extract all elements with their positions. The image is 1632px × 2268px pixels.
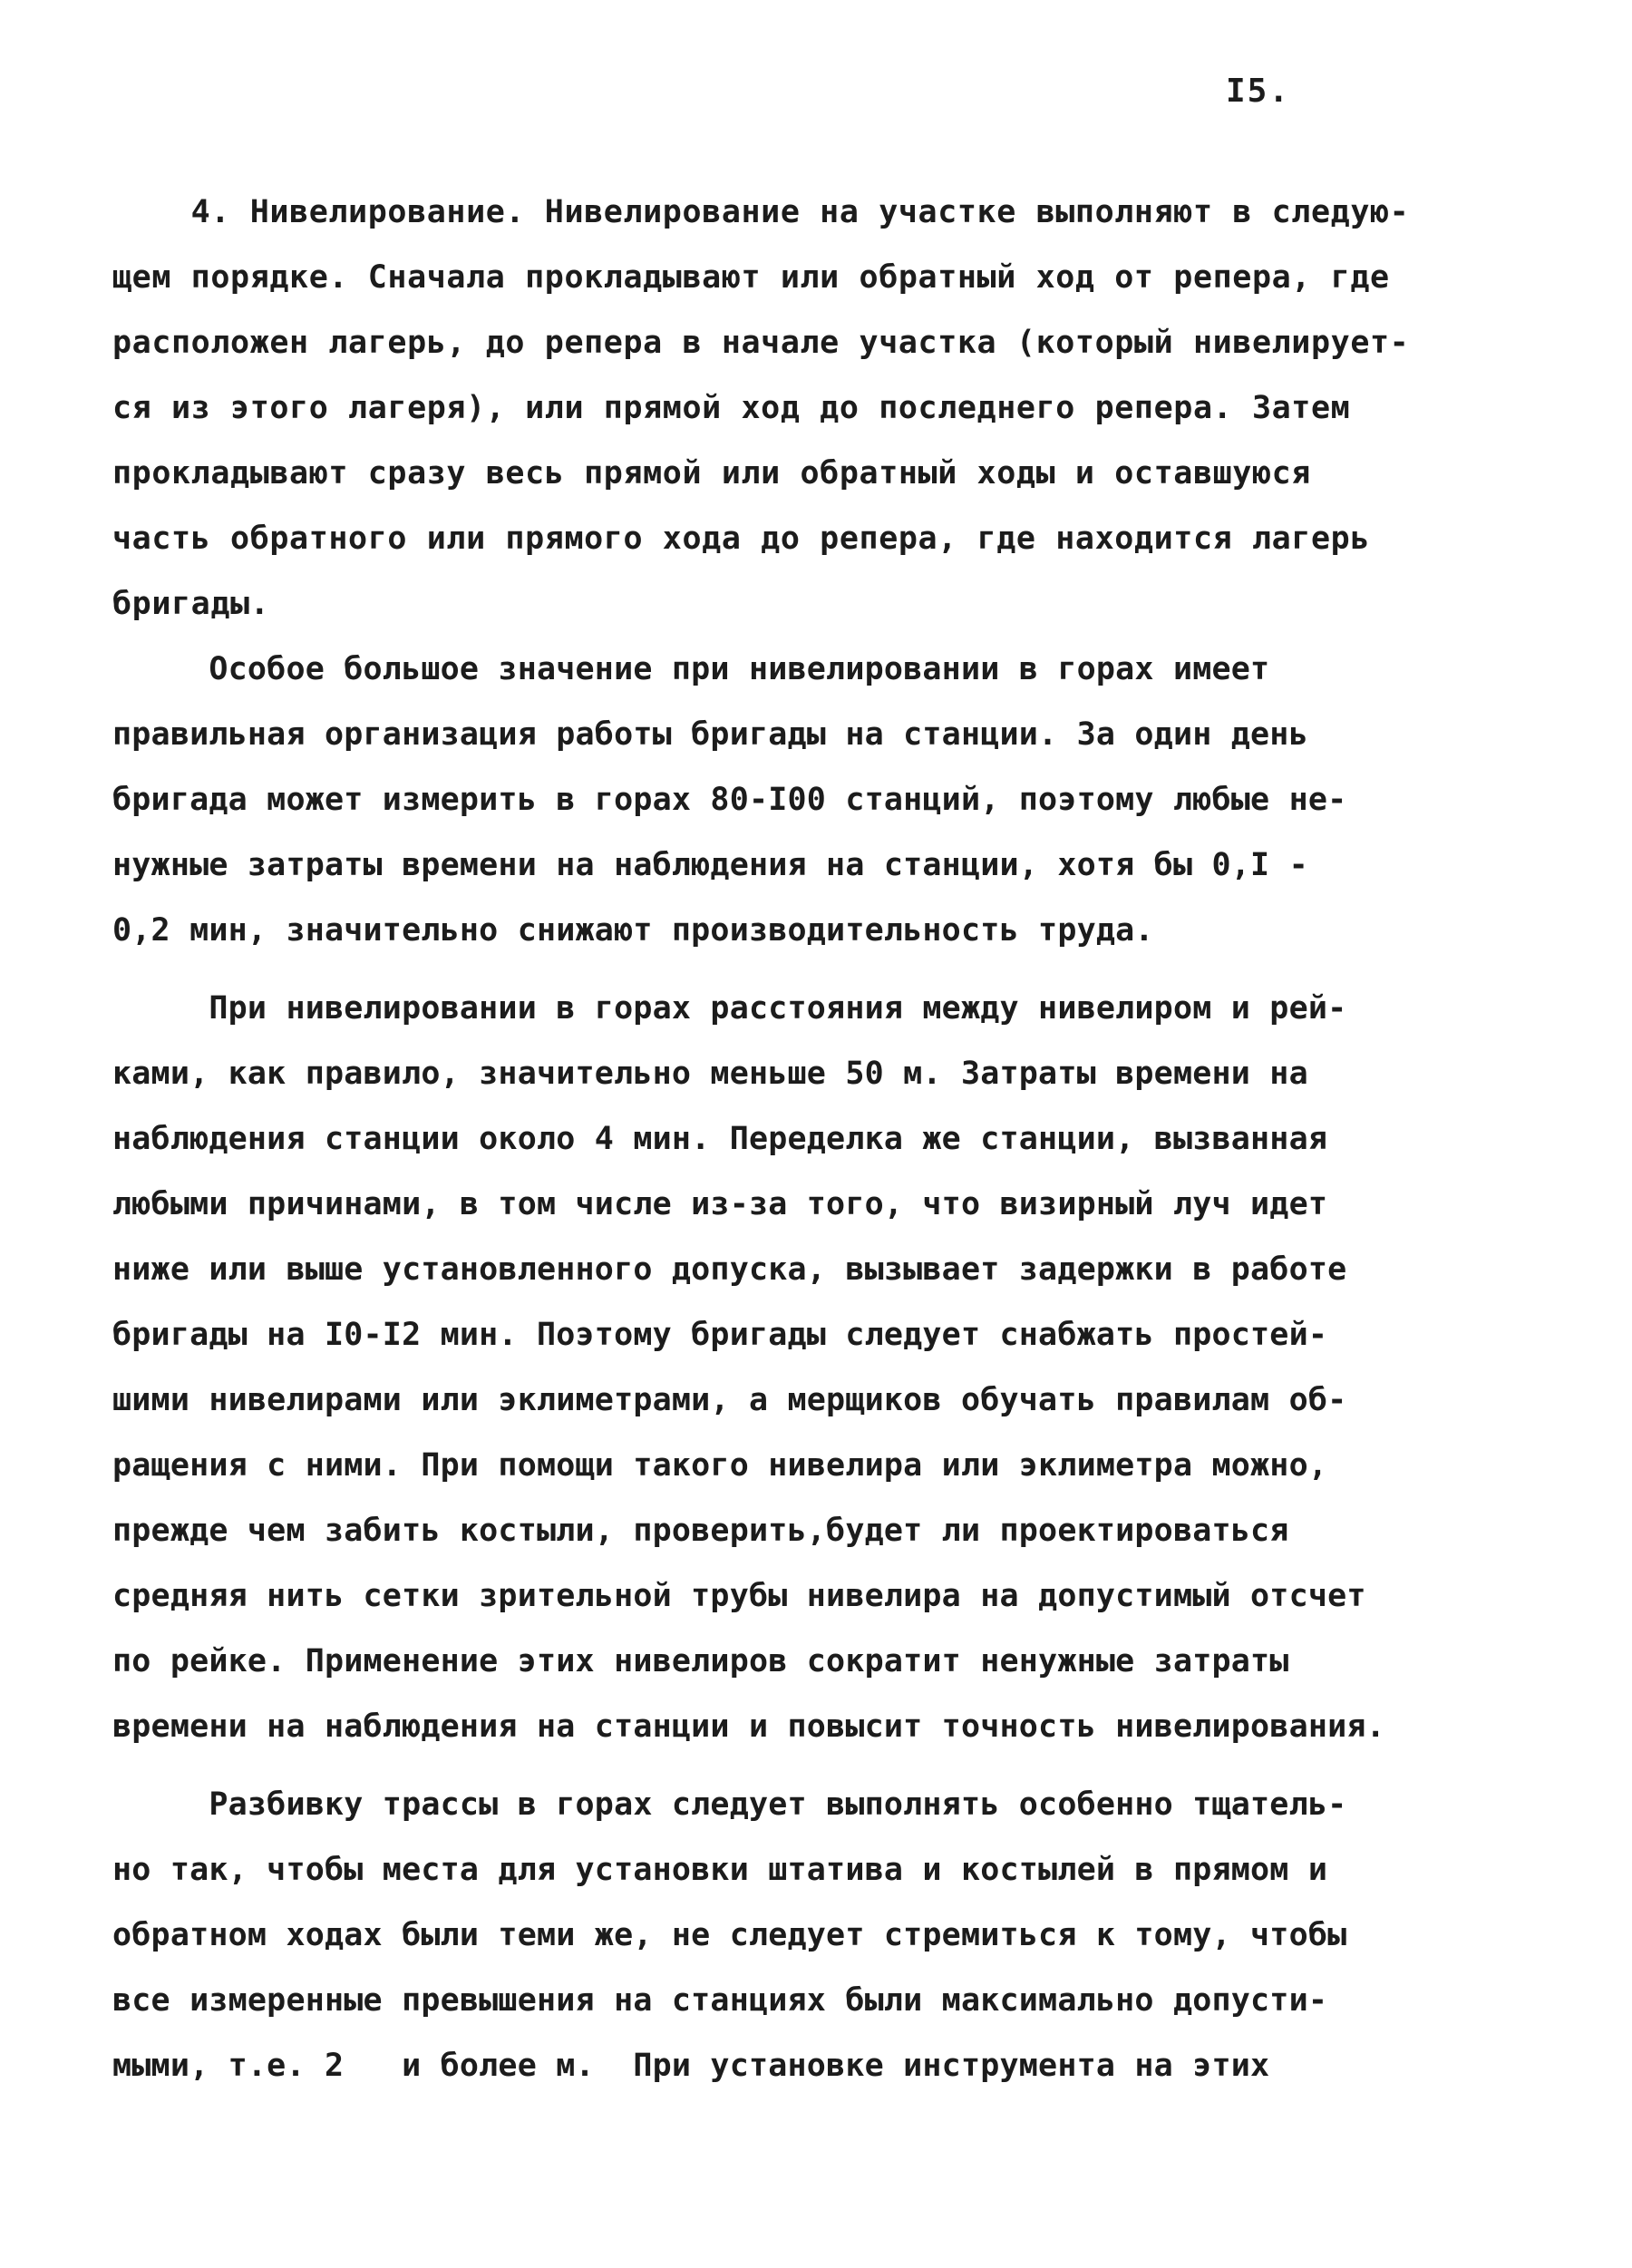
paragraph-leveling-procedure <box>112 180 1410 637</box>
text-line: щем порядке. Сначала прокладывают или обратный ход от репера, где <box>112 259 1390 296</box>
text-line: любыми причинами, в том числе из-за того, что визирный луч идет <box>112 1186 1328 1222</box>
text-line: часть обратного или прямого хода до репера, где находится лагерь <box>112 521 1370 557</box>
text-line: средняя нить сетки зрительной трубы нивелира на допустимый отсчет <box>112 1578 1366 1614</box>
text-line: ся из этого лагеря), или прямой ход до последнего репера. Затем <box>112 390 1351 426</box>
text-line: мыми, т.е. 2 и более м. При установке инструмента на этих <box>112 2048 1270 2084</box>
text-line: обратном ходах были теми же, не следует стремиться к тому, чтобы <box>112 1917 1347 1953</box>
text-line: При нивелировании в горах расстояния между нивелиром и рей- <box>112 990 1347 1027</box>
paragraph-gap <box>112 963 1382 976</box>
text-line: Разбивку трассы в горах следует выполнять особенно тщатель- <box>112 1786 1347 1823</box>
text-line: по рейке. Применение этих нивелиров сократит ненужные затраты <box>112 1643 1289 1679</box>
page-number: I5. <box>1226 73 1291 110</box>
text-line: 4. Нивелирование. Нивелирование на участке выполняют в следую- <box>112 194 1410 230</box>
text-line: 0,2 мин, значительно снижают производительность труда. <box>112 912 1154 949</box>
text-line: прежде чем забить костыли, проверить,будет ли проектироваться <box>112 1513 1289 1549</box>
text-line: все измеренные превышения на станциях были максимально допусти- <box>112 1982 1328 2019</box>
paragraph-brigade-organization <box>112 637 1382 963</box>
text-line: нужные затраты времени на наблюдения на станции, хотя бы 0,I - <box>112 847 1308 883</box>
text-line: ращения с ними. При помощи такого нивелира или эклиметра можно, <box>112 1447 1328 1484</box>
text-line: но так, чтобы места для установки штатива и костылей в прямом и <box>112 1852 1328 1888</box>
text-line: ниже или выше установленного допуска, вызывает задержки в работе <box>112 1251 1347 1288</box>
paragraph-station-observations <box>112 976 1385 1759</box>
text-line: Особое большое значение при нивелировании в горах имеет <box>112 651 1270 687</box>
document-body <box>112 180 1410 2098</box>
text-line: бригады на I0-I2 мин. Поэтому бригады следует снабжать простей- <box>112 1317 1328 1353</box>
paragraph-gap <box>112 1759 1382 1772</box>
text-line: наблюдения станции около 4 мин. Переделка же станции, вызванная <box>112 1121 1328 1157</box>
text-line: ками, как правило, значительно меньше 50 м. Затраты времени на <box>112 1056 1308 1092</box>
text-line: времени на наблюдения на станции и повысит точность нивелирования. <box>112 1708 1385 1745</box>
text-line: бригады. <box>112 586 270 622</box>
text-line: шими нивелирами или эклиметрами, а мерщиков обучать правилам об- <box>112 1382 1347 1418</box>
text-line: расположен лагерь, до репера в начале участка (который нивелирует- <box>112 325 1410 361</box>
text-line: бригада может измерить в горах 80-I00 станций, поэтому любые не- <box>112 782 1347 818</box>
text-line: прокладывают сразу весь прямой или обратный ходы и оставшуюся <box>112 455 1311 492</box>
paragraph-route-marking <box>112 1772 1382 2098</box>
text-line: правильная организация работы бригады на станции. За один день <box>112 716 1308 753</box>
